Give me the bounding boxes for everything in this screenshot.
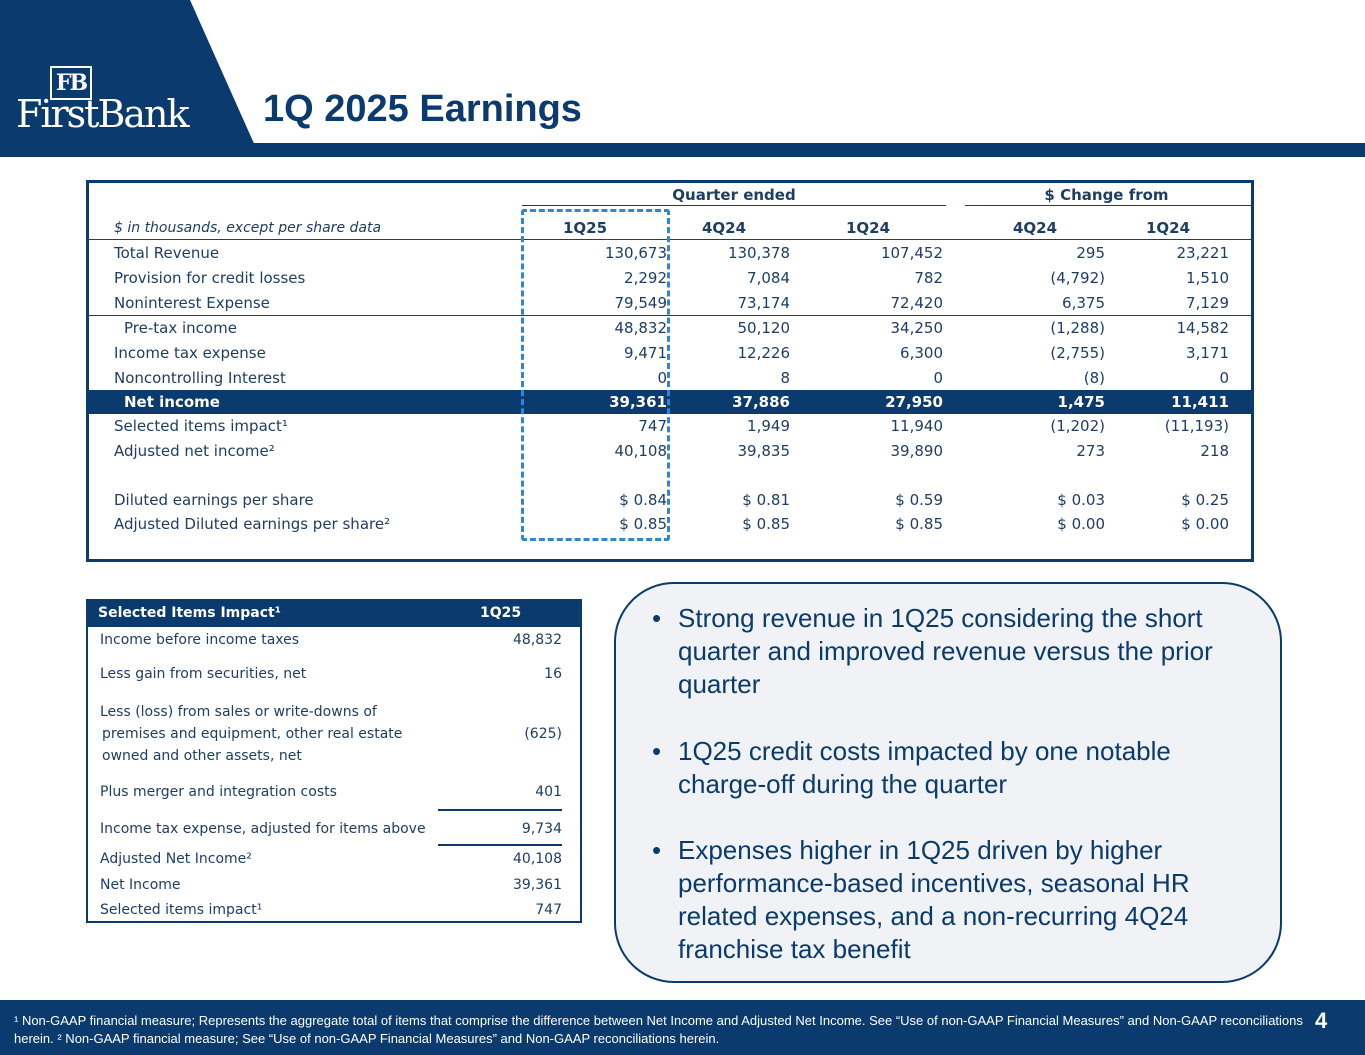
row-value: 79,549 [614,294,667,312]
row-value: 295 [1076,244,1105,262]
footer-bar [0,1000,1365,1055]
bullet-icon: • [652,736,662,766]
selected-items-header [86,599,582,627]
row-value: 11,411 [1171,393,1229,411]
column-header: 1Q24 [1145,219,1191,237]
row-value: 1,475 [1057,393,1105,411]
header-bar [0,143,1365,157]
row-value: $ 0.00 [1181,515,1229,533]
selected-item-row [100,874,562,896]
row-value: 0 [657,369,667,387]
page-title: 1Q 2025 Earnings [263,88,582,130]
column-header: 4Q24 [701,219,747,237]
row-label: Noncontrolling Interest [114,369,286,387]
row-value: 50,120 [737,319,790,337]
table-row [89,414,1251,438]
row-value: 7,084 [747,269,790,287]
row-value: 3,171 [1186,344,1229,362]
row-value: $ 0.25 [1181,491,1229,509]
selected-items-column: 1Q25 [480,605,522,621]
selected-item-row [100,848,562,870]
table-row [89,488,1251,512]
row-value: $ 0.85 [895,515,943,533]
row-value: 130,673 [604,244,667,262]
row-value: (11,193) [1164,417,1229,435]
selected-item-label: Plus merger and integration costs [100,784,337,800]
highlight-1q25-column [521,209,670,541]
row-value: 2,292 [624,269,667,287]
selected-item-label: Income before income taxes [100,632,300,648]
selected-item-value: 747 [535,902,562,918]
row-value: $ 0.59 [895,491,943,509]
group-header-quarter: Quarter ended [672,186,796,204]
row-label: Selected items impact¹ [114,417,288,435]
table-row [89,390,1251,414]
row-value: 73,174 [737,294,790,312]
row-value: 107,452 [880,244,943,262]
selected-item-row [100,663,562,685]
column-header: 1Q24 [845,219,891,237]
row-value: $ 0.81 [742,491,790,509]
row-value: (4,792) [1050,269,1105,287]
row-label: Adjusted Diluted earnings per share² [114,515,391,533]
selected-item-value: 9,734 [521,821,562,837]
selected-item-label: Selected items impact¹ [100,902,263,918]
row-value: 0 [1219,369,1229,387]
row-value: 218 [1200,442,1229,460]
row-value: $ 0.00 [1057,515,1105,533]
row-label: Adjusted net income² [114,442,275,460]
row-label: Total Revenue [114,244,220,262]
bullet-text: Expenses higher in 1Q25 driven by higher performance-based incentives, seasonal HR related expenses, and a non-recurring 4Q24 franchise tax benefit [678,835,1190,964]
bullet-text: Strong revenue in 1Q25 considering the short quarter and improved revenue versus the prior quarter [678,603,1213,699]
row-value: 14,582 [1176,319,1229,337]
row-value: $ 0.84 [619,491,667,509]
selected-item-value: 40,108 [513,851,562,867]
row-value: 48,832 [614,319,667,337]
selected-item-row [100,899,562,921]
header-rule [89,239,1251,240]
selected-item-label: Less gain from securities, net [100,666,307,682]
selected-item-label: Net Income [100,877,181,893]
selected-item-value: 401 [535,784,562,800]
row-value: $ 0.85 [742,515,790,533]
selected-item-value: 48,832 [513,632,562,648]
table-row [89,291,1251,315]
selected-item-label: Income tax expense, adjusted for items above [100,821,426,837]
subtotal-rule [89,315,1251,316]
row-value: 130,378 [727,244,790,262]
selected-items-rule [438,809,562,811]
row-label: Net income [124,393,220,411]
logo-wordmark: FirstBank [16,92,188,136]
bullet-icon: • [652,835,662,865]
row-value: 273 [1076,442,1105,460]
row-value: 782 [914,269,943,287]
logo-mark-icon: FB [50,66,92,100]
selected-item-label: Adjusted Net Income² [100,851,252,867]
row-value: 39,890 [890,442,943,460]
row-value: 39,835 [737,442,790,460]
group-underline [965,205,1251,206]
page-number: 4 [1315,1008,1328,1033]
table-row [89,341,1251,365]
selected-item-label: premises and equipment, other real estate [102,726,403,742]
row-value: 72,420 [890,294,943,312]
column-header: 4Q24 [1012,219,1058,237]
row-value: 11,940 [890,417,943,435]
selected-item-value: 16 [544,666,562,682]
row-value: 1,510 [1186,269,1229,287]
table-row [89,241,1251,265]
row-value: 8 [780,369,790,387]
row-label: Noninterest Expense [114,294,270,312]
row-value: 0 [933,369,943,387]
selected-item-value: (625) [524,726,562,742]
selected-item-row [100,818,562,840]
row-value: 9,471 [624,344,667,362]
row-label: Provision for credit losses [114,269,306,287]
row-value: 6,375 [1062,294,1105,312]
row-value: 23,221 [1176,244,1229,262]
selected-item-value: 39,361 [513,877,562,893]
table-row [89,512,1251,536]
row-label: Pre-tax income [124,319,237,337]
row-label: Diluted earnings per share [114,491,314,509]
selected-item-label: owned and other assets, net [102,748,302,764]
row-value: 37,886 [732,393,790,411]
unit-note: $ in thousands, except per share data [114,220,382,236]
row-value: 12,226 [737,344,790,362]
selected-item-row [100,701,562,767]
selected-items-title: Selected Items Impact¹ [98,605,281,621]
row-value: (2,755) [1050,344,1105,362]
row-value: (1,288) [1050,319,1105,337]
row-value: 7,129 [1186,294,1229,312]
selected-item-row [100,629,562,651]
row-value: 39,361 [609,393,667,411]
group-header-change: $ Change from [1044,186,1169,204]
row-value: 6,300 [900,344,943,362]
bullet-text: 1Q25 credit costs impacted by one notable charge-off during the quarter [678,736,1171,799]
column-header: 1Q25 [562,219,608,237]
selected-item-row [100,781,562,803]
table-row [89,316,1251,340]
table-row [89,439,1251,463]
row-value: 747 [638,417,667,435]
row-label: Income tax expense [114,344,266,362]
row-value: $ 0.03 [1057,491,1105,509]
group-underline [522,205,946,206]
table-row [89,366,1251,390]
row-value: $ 0.85 [619,515,667,533]
row-value: (1,202) [1050,417,1105,435]
bullet-icon: • [652,603,662,633]
row-value: 40,108 [614,442,667,460]
selected-item-label: Less (loss) from sales or write-downs of [100,704,377,720]
row-value: (8) [1083,369,1105,387]
row-value: 34,250 [890,319,943,337]
selected-items-rule [438,844,562,846]
row-value: 1,949 [747,417,790,435]
footnote: ¹ Non-GAAP financial measure; Represents the aggregate total of items that comprise the difference between Net Income and Adjusted Net Income. See “Use of non-GAAP Financial Measures” and Non-GAAP reconciliations herein. ² Non-GAAP financial measure; See “Use of non-GAAP Financial Measures” and Non-GAAP reconciliations herein. [14,1013,1303,1046]
row-value: 27,950 [885,393,943,411]
table-row [89,266,1251,290]
